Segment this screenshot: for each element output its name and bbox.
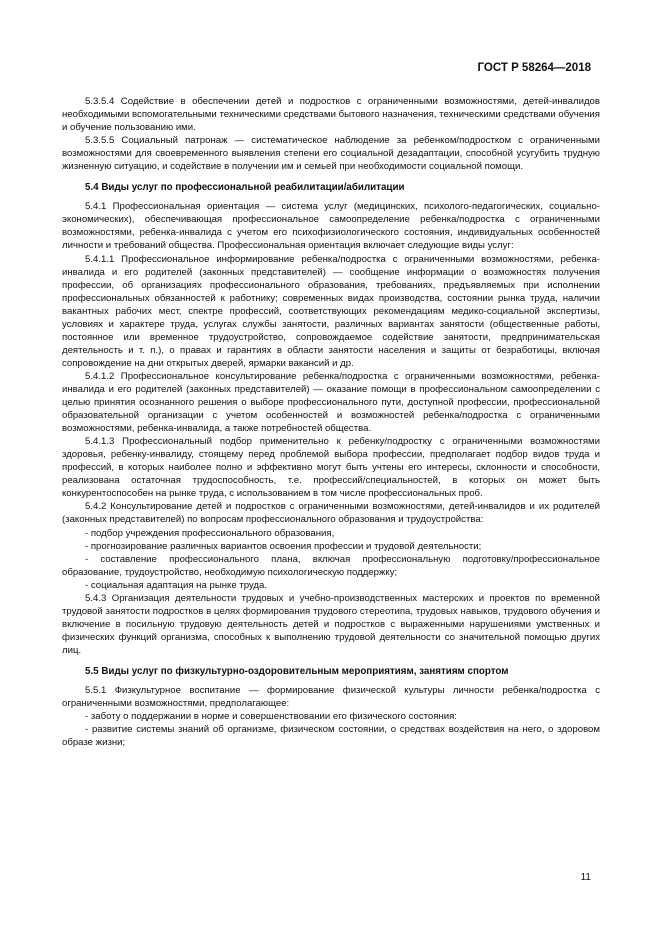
paragraph-5-4-2: 5.4.2 Консультирование детей и подростков с ограниченными возможностями, детей-инвалидов и их родителей (законных представителей) по вопросам профессионального образования и трудоустройства: [62, 501, 600, 526]
list-item: - прогнозирование различных вариантов освоения профессии и трудовой деятельности; [85, 540, 482, 552]
section-heading-5-5: 5.5 Виды услуг по физкультурно-оздоровительным мероприятиям, занятиям спортом [85, 665, 509, 677]
list-item: - подбор учреждения профессионального образования, [85, 527, 335, 539]
document-standard-number: ГОСТ Р 58264—2018 [477, 62, 591, 74]
paragraph-5-3-5-4: 5.3.5.4 Содействие в обеспечении детей и подростков с ограниченными возможностями, детей-инвалидов необходимыми вспомогательными техническими средствами бытового назначения, техническими средствами обучения и обучение пользованию ими. [62, 96, 600, 134]
section-heading-5-4: 5.4 Виды услуг по профессиональной реабилитации/абилитации [85, 182, 405, 194]
page-body [62, 95, 600, 749]
list-item: - заботу о поддержании в норме и совершенствовании его физического состояния: [85, 711, 457, 723]
list-item: - составление профессионального плана, включая профессиональную подготовку/профессиональное образование, трудоустройство, необходимую психологическую поддержку; [62, 553, 600, 578]
paragraph-5-4-1: 5.4.1 Профессиональная ориентация — система услуг (медицинских, психолого-педагогических, социально-экономических), обеспечивающая профессиональное самоопределение ребенка/подростка с ограниченными возможностями, ребенка-инвалида с учетом его психофизиологического состояния, индивидуальных особенностей личности и требований общества. Профессиональная ориентация включает следующие виды услуг: [62, 201, 600, 252]
paragraph-5-4-1-3: 5.4.1.3 Профессиональный подбор применительно к ребенку/подростку с ограниченными возможностями здоровья, ребенку-инвалиду, стоящему перед проблемой выбора профессии, предполагает подбор видов труда и профессий, в которых наиболее полно и эффективно могут быть учтены его интересы, склонности и способности, реализована остаточная трудоспособность, т.е. профессий/специальностей, в которых он может быть конкурентоспособен на рынке труда, с использованием в том числе профессиональных проб. [62, 436, 600, 500]
paragraph-5-5-1: 5.5.1 Физкультурное воспитание — формирование физической культуры личности ребенка/подростка с ограниченными возможностями, предполагающее: [62, 685, 600, 710]
list-item: - развитие системы знаний об организме, физическом состоянии, о средствах воздействия на него, о здоровом образе жизни; [62, 724, 600, 749]
paragraph-5-4-1-2: 5.4.1.2 Профессиональное консультирование ребенка/подростка с ограниченными возможностями, ребенка-инвалида и его родителей (законных представителей) — оказание помощи в профессиональном самоопределении с целью принятия осознанного решения о выборе профессионального пути, доступной профессии, профессиональной образовательной организации с учетом особенностей и возможностей ребенка/подростка с ограниченными возможностями, ребенка-инвалида, а также потребностей общества. [62, 370, 600, 435]
paragraph-5-4-1-1: 5.4.1.1 Профессиональное информирование ребенка/подростка с ограниченными возможностями, ребенка-инвалида и его родителей (законных представителей) — сообщение информации о возможностях получения профессии, об организациях профессионального образования, требованиях, предъявляемых при исполнении профессиональных обязанностей к работнику; современных видах производства, состоянии рынка труда, наличии вакантных рабочих мест, спектре профессий, соответствующих рекомендациям медико-социальной экспертизы, условиях и характере труда, услугах службы занятости, различных вариантах занятости (общественные работы, постоянное или временное трудоустройство, сопровождаемое содействие занятости, предпринимательская деятельность и т. п.), о правах и гарантиях в области занятости населения и защиты от безработицы, включая сопровождение на дни открытых дверей, ярмарки вакансий и др. [62, 253, 600, 369]
page-number: 11 [580, 872, 591, 883]
paragraph-5-3-5-5: 5.3.5.5 Социальный патронаж — систематическое наблюдение за ребенком/подростком с ограниченными возможностями для своевременного выявления степени его социальной дезадаптации, способной усугубить трудную жизненную ситуацию, и содействие в получении им и семьей при необходимости социальной помощи. [62, 135, 600, 173]
list-item: - социальная адаптация на рынке труда. [85, 579, 268, 591]
paragraph-5-4-3: 5.4.3 Организация деятельности трудовых и учебно-производственных мастерских и проектов по временной трудовой занятости подростков в целях формирования трудового стереотипа, трудовых навыков, трудового обучения и включение в посильную трудовую деятельность детей и подростков с выраженными нарушениями умственных и физических функций организма, способных к выполнению трудовой деятельности со значительной помощью других лиц. [62, 592, 600, 656]
